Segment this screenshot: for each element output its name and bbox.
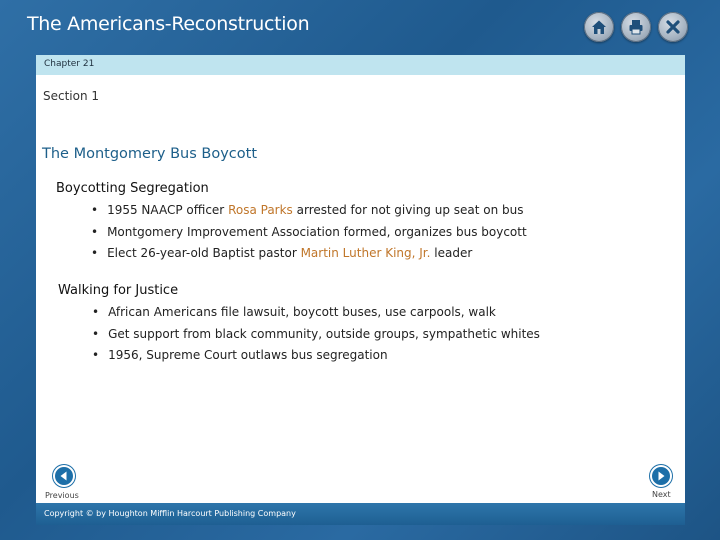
group-heading-boycotting: Boycotting Segregation: [56, 181, 209, 196]
close-icon: [664, 18, 682, 36]
bullet-text: 1956, Supreme Court outlaws bus segregation: [108, 348, 388, 362]
print-button[interactable]: [621, 12, 651, 42]
previous-label[interactable]: Previous: [45, 491, 79, 500]
bullet-text: African Americans file lawsuit, boycott buses, use carpools, walk: [108, 305, 496, 319]
next-label[interactable]: Next: [652, 490, 671, 499]
home-button[interactable]: [584, 12, 614, 42]
highlight-term: Rosa Parks: [228, 203, 293, 217]
slide-title: The Montgomery Bus Boycott: [42, 146, 258, 162]
bullet-text: 1955 NAACP officer: [107, 203, 229, 217]
copyright-text: Copyright © by Houghton Mifflin Harcourt Publishing Company: [44, 509, 296, 518]
list-item: [91, 243, 527, 265]
home-icon: [590, 18, 608, 36]
arrow-left-icon: [58, 470, 70, 482]
chapter-label: Chapter 21: [44, 59, 95, 69]
highlight-term: Martin Luther King, Jr.: [300, 246, 431, 260]
bullet-text: leader: [430, 246, 473, 260]
list-item: [92, 302, 540, 324]
print-icon: [627, 18, 645, 36]
bullet-text: Get support from black community, outside groups, sympathetic whites: [108, 326, 540, 341]
top-toolbar: [584, 12, 688, 42]
chapter-bar: [36, 55, 685, 75]
bullet-text: Montgomery Improvement Association formed, organizes bus boycott: [107, 224, 527, 239]
app-title: The Americans-Reconstruction: [27, 13, 310, 35]
group-heading-walking: Walking for Justice: [58, 283, 179, 298]
list-item: [91, 222, 527, 244]
next-button[interactable]: [650, 465, 672, 487]
bullet-list-walking: [92, 302, 540, 367]
footer-bar: [36, 503, 685, 525]
close-button[interactable]: [658, 12, 688, 42]
list-item: [91, 200, 527, 222]
arrow-right-icon: [655, 470, 667, 482]
slide-content: [36, 75, 685, 503]
bullet-text: arrested for not giving up seat on bus: [292, 203, 524, 217]
list-item: [92, 345, 540, 367]
list-item: [92, 324, 540, 346]
bullet-list-boycotting: [91, 200, 527, 265]
section-label: Section 1: [43, 89, 100, 103]
bullet-text: Elect 26-year-old Baptist pastor: [107, 246, 301, 260]
previous-button[interactable]: [53, 465, 75, 487]
